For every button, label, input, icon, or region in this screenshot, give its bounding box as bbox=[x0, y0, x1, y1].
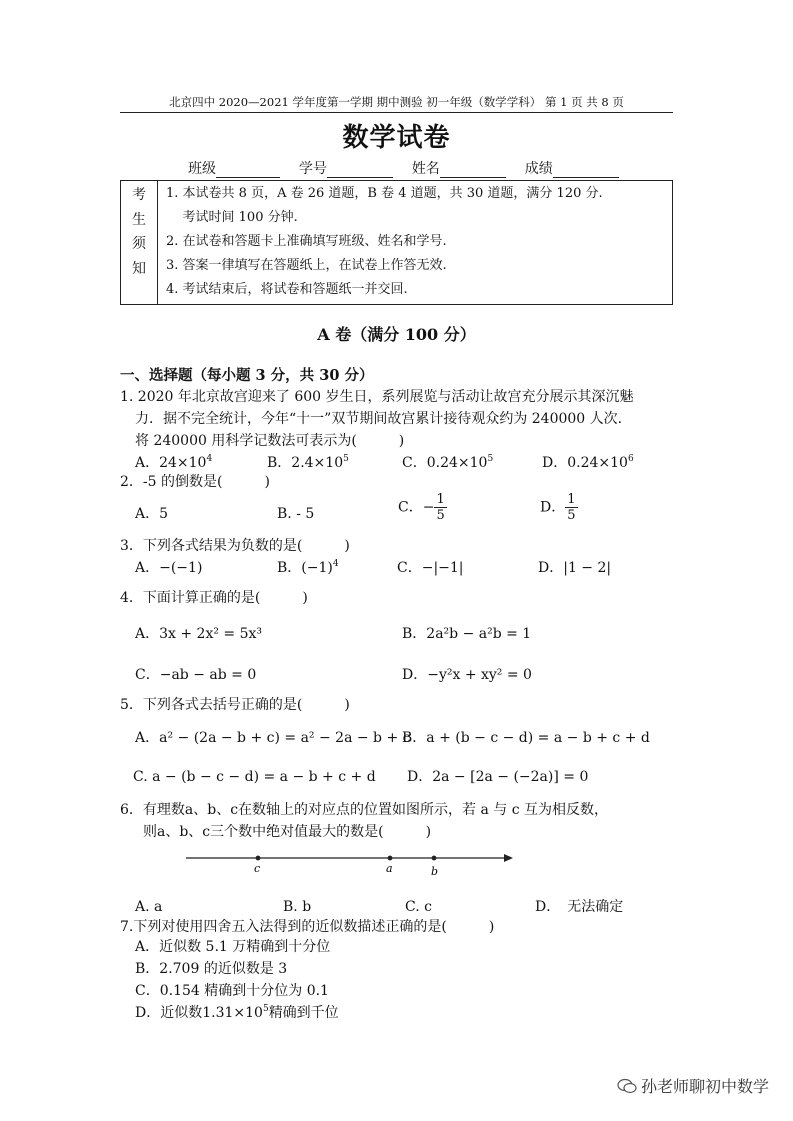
q5-option-d: D．2a − [2a − (−2a)] = 0 bbox=[407, 769, 589, 785]
notice-line: 2. 在试卷和答题卡上准确填写班级、姓名和学号. bbox=[166, 234, 447, 249]
student-id-label: 学号 bbox=[298, 161, 327, 177]
q7-stem: 7.下列对使用四舍五入法得到的近似数描述正确的是( ) bbox=[120, 919, 495, 935]
q5-option-c: C. a − (b − c − d) = a − b + c + d bbox=[133, 769, 376, 785]
q1-option-b: B．$2.4\times 10^5$ bbox=[267, 454, 349, 471]
q1-option-c: C．$0.24\times 10^5$ bbox=[402, 454, 494, 471]
q4-option-d: D．−y²x + xy² = 0 bbox=[402, 667, 532, 683]
q1-line1: 1. 2020 年北京故宫迎来了 600 岁生日，系列展览与活动让故宫充分展示其深沉魅 bbox=[120, 389, 634, 405]
q7-option-b: B．2.709 的近似数是 3 bbox=[135, 961, 288, 977]
notice-line: 1. 本试卷共 8 页，A 卷 26 道题，B 卷 4 道题，共 30 道题，满分 120 分. bbox=[166, 186, 603, 201]
q1-option-a: A．$24\times 10^4$ bbox=[135, 454, 213, 471]
q6-line2: 则a、b、c三个数中绝对值最大的数是( ) bbox=[143, 824, 432, 840]
q2-option-c: C．− $\frac{1}{5}$ bbox=[398, 492, 445, 523]
q3-stem: 3．下列各式结果为负数的是( ) bbox=[120, 538, 350, 554]
q7-option-a: A．近似数 5.1 万精确到十分位 bbox=[135, 939, 331, 955]
score-label: 成绩 bbox=[524, 161, 553, 177]
q1-option-d: D．$0.24\times 10^6$ bbox=[542, 454, 634, 471]
label-a: a bbox=[386, 862, 393, 875]
q6-option-c: C. c bbox=[405, 899, 432, 915]
notice-table bbox=[120, 180, 673, 305]
label-c: c bbox=[254, 862, 261, 875]
q7-option-d: D．近似数$1.31\times 10^5$精确到千位 bbox=[135, 1004, 339, 1021]
notice-line: 考试时间 100 分钟. bbox=[166, 210, 298, 225]
number-line-arrow-icon bbox=[504, 854, 513, 862]
watermark-text: 孙老师聊初中数学 bbox=[640, 1077, 769, 1096]
notice-label: 考 生 须 知 bbox=[121, 181, 158, 305]
q3-option-b: B．$(-1)^4$ bbox=[277, 559, 339, 576]
student-id-blank bbox=[327, 163, 393, 178]
info-line bbox=[188, 158, 619, 178]
q2-option-a: A．5 bbox=[135, 506, 169, 522]
q4-option-a: A．3x + 2x² = 5x³ bbox=[135, 626, 263, 642]
q5-option-b: B．a + (b − c − d) = a − b + c + d bbox=[402, 730, 650, 746]
page-header: 北京四中 2020—2021 学年度第一学期 期中测验 初一年级（数学学科） 第 1 页 共 8 页 bbox=[120, 95, 673, 113]
point-b bbox=[432, 856, 437, 861]
q6-option-d: D． 无法确定 bbox=[535, 899, 624, 915]
point-c bbox=[256, 856, 261, 861]
class-label: 班级 bbox=[188, 161, 216, 177]
q3-option-d: D．|1 − 2| bbox=[538, 560, 612, 576]
number-line bbox=[180, 845, 520, 881]
name-label: 姓名 bbox=[411, 161, 440, 177]
point-a bbox=[388, 856, 393, 861]
q6-option-a: A. a bbox=[135, 899, 163, 915]
notice-content bbox=[158, 181, 673, 305]
notice-line: 3. 答案一律填写在答题纸上，在试卷上作答无效. bbox=[166, 258, 447, 273]
q3-option-a: A．−(−1) bbox=[135, 560, 203, 576]
part1-title: 一、选择题（每小题 3 分，共 30 分） bbox=[120, 367, 374, 384]
q1-line2: 力．据不完全统计，今年“十一”双节期间故宫累计接待观众约为 240000 人次. bbox=[135, 411, 623, 427]
q4-option-c: C．−ab − ab = 0 bbox=[135, 667, 257, 683]
q3-option-c: C．−|−1| bbox=[397, 560, 464, 576]
class-blank bbox=[216, 163, 280, 178]
q5-stem: 5．下列各式去括号正确的是( ) bbox=[120, 697, 350, 713]
q4-stem: 4．下面计算正确的是( ) bbox=[120, 590, 308, 606]
watermark bbox=[617, 1074, 769, 1097]
label-b: b bbox=[431, 865, 439, 878]
name-blank bbox=[440, 163, 506, 178]
q1-line3: 将 240000 用科学记数法可表示为( ) bbox=[135, 433, 405, 449]
q2-stem: 2．-5 的倒数是( ) bbox=[120, 474, 270, 490]
q5-option-a: A．a² − (2a − b + c) = a² − 2a − b + c bbox=[135, 730, 411, 746]
q6-option-b: B. b bbox=[283, 899, 312, 915]
q2-option-d: D． $\frac{1}{5}$ bbox=[540, 492, 576, 523]
score-blank bbox=[553, 163, 619, 178]
q4-option-b: B．2a²b − a²b = 1 bbox=[402, 626, 532, 642]
page-title: 数学试卷 bbox=[342, 123, 451, 153]
wechat-icon bbox=[617, 1078, 637, 1094]
section-a-title: A 卷（满分 100 分） bbox=[317, 325, 476, 344]
q7-option-c: C．0.154 精确到十分位为 0.1 bbox=[135, 983, 329, 999]
notice-line: 4. 考试结束后，将试卷和答题纸一并交回. bbox=[166, 282, 408, 297]
q2-option-b: B. - 5 bbox=[277, 506, 315, 522]
q6-line1: 6．有理数a、b、c在数轴上的对应点的位置如图所示，若 a 与 c 互为相反数， bbox=[120, 802, 609, 818]
